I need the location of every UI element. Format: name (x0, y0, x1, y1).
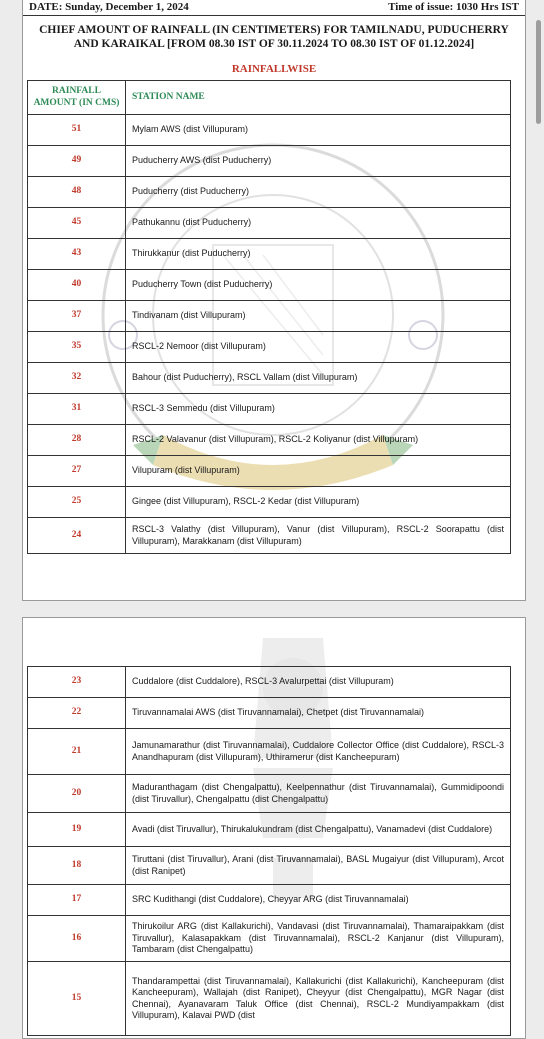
table-row (28, 239, 511, 270)
rainfall-amount-cell: 27 (28, 456, 126, 487)
rainfall-amount-cell: 15 (28, 962, 126, 1036)
rainfall-amount-cell: 16 (28, 916, 126, 962)
document-page-2 (22, 617, 526, 1039)
table-header-row (28, 81, 511, 115)
table-row (28, 301, 511, 332)
station-name-cell: Tiruvannamalai AWS (dist Tiruvannamalai), Chetpet (dist Tiruvannamalai) (126, 698, 511, 729)
rainfall-amount-cell: 40 (28, 270, 126, 301)
station-name-cell: Thirukkanur (dist Puducherry) (126, 239, 511, 270)
station-name-cell: Puducherry Town (dist Puducherry) (126, 270, 511, 301)
table-row (28, 518, 511, 554)
table-row (28, 177, 511, 208)
rainfall-amount-cell: 31 (28, 394, 126, 425)
station-name-cell: Puducherry (dist Puducherry) (126, 177, 511, 208)
rainfall-amount-cell: 32 (28, 363, 126, 394)
document-title: CHIEF AMOUNT OF RAINFALL (IN CENTIMETERS) FOR TAMILNADU, PUDUCHERRY AND KARAIKAL [FROM 08.30 IST OF 30.11.2024 TO 08.30 IST OF 01.12.2024] (39, 24, 509, 50)
table-row (28, 885, 511, 916)
amount-column-header: RAINFALL AMOUNT (IN CMS) (28, 81, 126, 115)
station-name-cell: RSCL-2 Valavanur (dist Villupuram), RSCL-2 Koliyanur (dist Villupuram) (126, 425, 511, 456)
table-row (28, 270, 511, 301)
table-row (28, 146, 511, 177)
document-subtitle: RAINFALLWISE (231, 63, 317, 75)
rainfall-amount-cell: 45 (28, 208, 126, 239)
rainfall-amount-cell: 25 (28, 487, 126, 518)
station-name-cell: RSCL-3 Semmedu (dist Villupuram) (126, 394, 511, 425)
table-row (28, 425, 511, 456)
rainfall-amount-cell: 28 (28, 425, 126, 456)
rainfall-amount-cell: 22 (28, 698, 126, 729)
header-strip (23, 1, 525, 16)
station-name-cell: Gingee (dist Villupuram), RSCL-2 Kedar (dist Villupuram) (126, 487, 511, 518)
station-name-cell: Jamunamarathur (dist Tiruvannamalai), Cuddalore Collector Office (dist Cuddalore), RSCL-3 Anandhapuram (dist Villupuram), Uthiramerur (dist Kancheepuram) (126, 729, 511, 775)
rainfall-amount-cell: 17 (28, 885, 126, 916)
document-page-1 (22, 0, 526, 601)
issue-time: Time of issue: 1030 Hrs IST (388, 1, 519, 13)
table-row (28, 667, 511, 698)
table-row (28, 962, 511, 1036)
station-name-cell: Avadi (dist Tiruvallur), Thirukalukundram (dist Chengalpattu), Vanamadevi (dist Cuddalore) (126, 813, 511, 847)
station-name-cell: Cuddalore (dist Cuddalore), RSCL-3 Avalurpettai (dist Villupuram) (126, 667, 511, 698)
station-name-cell: RSCL-3 Valathy (dist Villupuram), Vanur (dist Villupuram), RSCL-2 Soorapattu (dist Villupuram), Marakkanam (dist Villupuram) (126, 518, 511, 554)
station-name-cell: Tindivanam (dist Villupuram) (126, 301, 511, 332)
rainfall-table-page-1 (27, 80, 511, 554)
table-row (28, 208, 511, 239)
rainfall-amount-cell: 48 (28, 177, 126, 208)
rainfall-amount-cell: 24 (28, 518, 126, 554)
rainfall-amount-cell: 21 (28, 729, 126, 775)
rainfall-amount-cell: 51 (28, 115, 126, 146)
table-row (28, 456, 511, 487)
station-name-cell: Puducherry AWS (dist Puducherry) (126, 146, 511, 177)
station-name-cell: Bahour (dist Puducherry), RSCL Vallam (dist Villupuram) (126, 363, 511, 394)
rainfall-amount-cell: 35 (28, 332, 126, 363)
station-name-cell: Mylam AWS (dist Villupuram) (126, 115, 511, 146)
station-column-header: STATION NAME (126, 81, 511, 115)
table-row (28, 487, 511, 518)
rainfall-amount-cell: 37 (28, 301, 126, 332)
table-row (28, 698, 511, 729)
station-name-cell: Thandarampettai (dist Tiruvannamalai), Kallakurichi (dist Kallakurichi), Kancheepuram (dist Kancheepuram), Wallajah (dist Ranipet), Cheyyur (dist Chengalpattu), MGR Nagar (dist Chennai), Ayanavaram Taluk Office (dist Chennai), RSCL-2 Mundiyampakkam (dist Villupuram), Kalavai PWD (dist (126, 962, 511, 1036)
station-name-cell: Maduranthagam (dist Chengalpattu), Keelpennathur (dist Tiruvannamalai), Gummidipoondi (dist Tiruvallur), Chengalpattu (dist Chengalpattu) (126, 775, 511, 813)
rainfall-amount-cell: 43 (28, 239, 126, 270)
table-row (28, 729, 511, 775)
table-row (28, 363, 511, 394)
table-row (28, 775, 511, 813)
rainfall-table-page-2 (27, 666, 511, 1036)
station-name-cell: SRC Kudithangi (dist Cuddalore), Cheyyar ARG (dist Tiruvannamalai) (126, 885, 511, 916)
table-row (28, 332, 511, 363)
station-name-cell: Thirukoilur ARG (dist Kallakurichi), Vandavasi (dist Tiruvannamalai), Thamaraipakkam (dist Tiruvallur), Kalasapakkam (dist Tiruvannamalai), RSCL-2 Kanjanur (dist Villupuram), Tambaram (dist Chengalpattu) (126, 916, 511, 962)
station-name-cell: Tiruttani (dist Tiruvallur), Arani (dist Tiruvannamalai), BASL Mugaiyur (dist Villupuram), Arcot (dist Ranipet) (126, 847, 511, 885)
table-row (28, 916, 511, 962)
scrollbar[interactable] (536, 20, 541, 124)
table-row (28, 115, 511, 146)
issue-date: DATE: Sunday, December 1, 2024 (29, 1, 189, 13)
rainfall-amount-cell: 20 (28, 775, 126, 813)
table-row (28, 847, 511, 885)
rainfall-amount-cell: 23 (28, 667, 126, 698)
station-name-cell: Pathukannu (dist Puducherry) (126, 208, 511, 239)
rainfall-amount-cell: 19 (28, 813, 126, 847)
station-name-cell: Vilupuram (dist Villupuram) (126, 456, 511, 487)
rainfall-amount-cell: 49 (28, 146, 126, 177)
table-row (28, 813, 511, 847)
rainfall-amount-cell: 18 (28, 847, 126, 885)
table-row (28, 394, 511, 425)
station-name-cell: RSCL-2 Nemoor (dist Villupuram) (126, 332, 511, 363)
